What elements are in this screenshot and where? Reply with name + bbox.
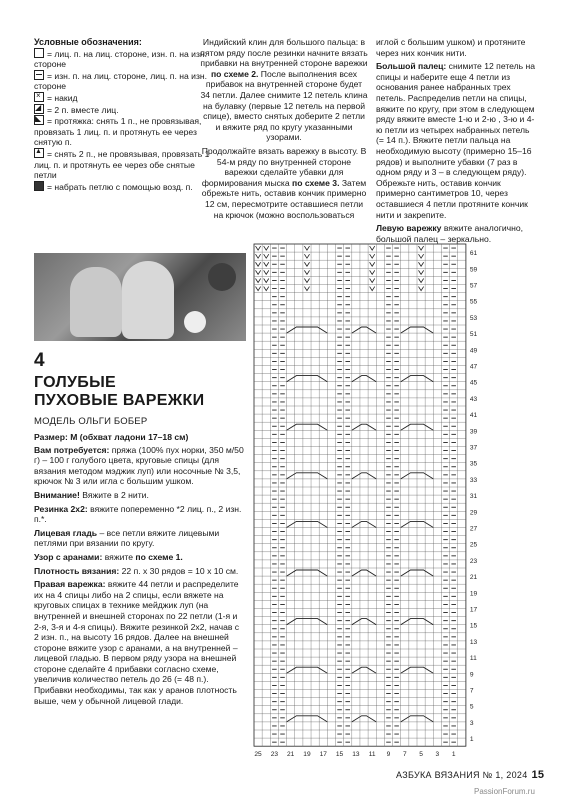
magazine-name: АЗБУКА ВЯЗАНИЯ № 1, 2024 [396, 770, 528, 780]
column-instructions-1: Размер: М (обхват ладони 17–18 см) Вам потребуется: пряжа (100% пух норки, 350 м/50 г) – 100 г голубого цвета, круговые спицы (для вязания методом мэджик луп) или носочные № 3,5, крючок № 3 или игла с большим ушком. Внимание! Вяжите в 2 нити. Резинка 2х2: вяжите попеременно *2 лиц. п., 2 изн. п.*. Лицевая гладь – все петли вяжите лицевыми петлями при вязании по кругу. Узор с аранами: вяжите по схеме 1. Плотность вязания: 22 п. х 30 рядов = 10 х 10 см. Правая варежка: вяжите 44 петли и распределите их на 4 спицы либо на 2 спицы, если вяжете на круговых спицах в технике мейджик луп (на внутренней и внешней сторонах по 22 петли (1-я и 2-я, 3-я и 4-я спицы). Вяжите резинкой 2х2, начав с 2 изн. п., на высоту 16 рядов. Далее на внешней стороне вяжите узор с аранами, а на внутренней – лицевой гладью. В первом ряду узора на внешней стороне сделайте 4 прибавки согласно схеме, увеличив количество петель до 26 (= 48 п.). Прибавки необходимы, так как у аранов плотность выше, чем у обычной лицевой глади. [34, 432, 244, 706]
column-label: 21 [287, 751, 295, 759]
legend-item: ×= накид [34, 92, 214, 104]
legend-item: = лиц. п. на лиц. стороне, изн. п. на изн. стороне [34, 48, 208, 70]
legend-item: = набрать петлю с помощью возд. п. [34, 181, 214, 193]
column-label: 15 [335, 751, 344, 759]
row-label: 13 [469, 638, 478, 646]
row-label: 47 [469, 363, 478, 371]
column-label: 7 [402, 751, 407, 759]
model-author: МОДЕЛЬ ОЛЬГИ БОБЕР [34, 416, 148, 427]
column-label: 25 [254, 751, 262, 759]
row-label: 25 [469, 541, 478, 549]
row-label: 43 [469, 395, 478, 403]
row-label: 3 [469, 719, 474, 727]
row-label: 5 [469, 703, 474, 711]
legend-item: ◣= протяжка: снять 1 п., не провязывая, провязать 1 лиц. п. и протянуть ее через снятую п. [34, 115, 214, 148]
column-label: 13 [352, 751, 360, 759]
project-number: 4 [34, 350, 45, 371]
row-label: 55 [469, 298, 478, 306]
project-title: ГОЛУБЫЕ ПУХОВЫЕ ВАРЕЖКИ [34, 374, 205, 409]
column-label: 3 [435, 751, 440, 759]
row-label: 41 [469, 412, 478, 420]
row-label: 45 [469, 379, 478, 387]
row-label: 59 [469, 266, 478, 274]
column-label: 11 [368, 751, 376, 759]
row-label: 35 [469, 460, 478, 468]
row-label: 33 [469, 476, 478, 484]
column-label: 1 [451, 751, 456, 759]
legend-title: Условные обозначения: [34, 37, 142, 47]
legend-item: ▲= снять 2 п., не провязывая, провязать 1 лиц. п. и протянуть ее через обе снятые петли [34, 148, 214, 181]
row-label: 1 [469, 736, 474, 744]
row-label: 29 [469, 509, 478, 517]
row-label: 23 [469, 557, 478, 565]
row-label: 51 [469, 331, 478, 339]
row-label: 11 [469, 655, 477, 663]
page-number: 15 [531, 769, 545, 781]
column-label: 23 [270, 751, 279, 759]
row-label: 37 [469, 444, 478, 452]
row-label: 53 [469, 314, 478, 322]
row-label: 27 [469, 525, 478, 533]
watermark: PassionForum.ru [474, 787, 535, 796]
row-label: 15 [469, 622, 478, 630]
column-label: 5 [419, 751, 423, 759]
row-label: 49 [469, 347, 478, 355]
row-label: 39 [469, 428, 478, 436]
column-instructions-2: Индийский клин для большого пальца: в пятом ряду после резинки начните вязать прибавки на внутренней стороне варежки по схеме 2. После выполнения всех прибавок на внутренней стороне будет 34 петли. Далее снимите 12 петель клина на булавку (первые 12 петель на первой спице), вместо снятых доберите 2 петли и вяжите ряд по кругу указанными узорами. Продолжайте вязать варежку в высоту. В 54-м ряду по внутренней стороне варежки сделайте убавки для формирования мыска по схеме 3. Затем обрежьте нить, оставив кончик примерно 12 см, пересмотрите оставшиеся петли на крючок (можно воспользоваться [200, 37, 368, 220]
row-label: 61 [469, 250, 478, 258]
row-label: 17 [469, 606, 478, 614]
row-label: 7 [469, 687, 474, 695]
column-label: 19 [303, 751, 311, 759]
column-instructions-3: иглой с большим ушком) и протяните через них кончик нити. Большой палец: снимите 12 петель на спицы и наберите еще 4 петли из основания ранее набранных трех петель. Распределив петли на спицы, вяжите по кругу, при этом в следующем ряду вяжите вместе 1-ю и 2-ю , 3-ю и 4-ю петли из четырех набранных петель (= 14 п.). Вяжите петли пальца на необходимую высоту (примерно 15–16 рядов) и выполните убавки (7 раз в одном ряду и 3 – в следующем ряду). Обрежьте нить, оставив кончик примерно сантиметров 10, через оставшиеся 4 петли протяните кончик нити и закрепите. Левую варежку вяжите аналогично, большой палец – зеркально. [376, 37, 536, 244]
row-label: 19 [469, 590, 478, 598]
legend-item: = изн. п. на лиц. стороне, лиц. п. на изн. стороне [34, 70, 208, 92]
row-label: 31 [469, 493, 478, 501]
row-label: 57 [469, 282, 478, 290]
footer [396, 769, 544, 781]
legend-item: ◢= 2 п. вместе лиц. [34, 104, 214, 116]
row-label: 21 [469, 574, 478, 582]
row-label: 9 [469, 671, 474, 679]
column-label: 9 [386, 751, 391, 759]
column-label: 17 [319, 751, 327, 759]
